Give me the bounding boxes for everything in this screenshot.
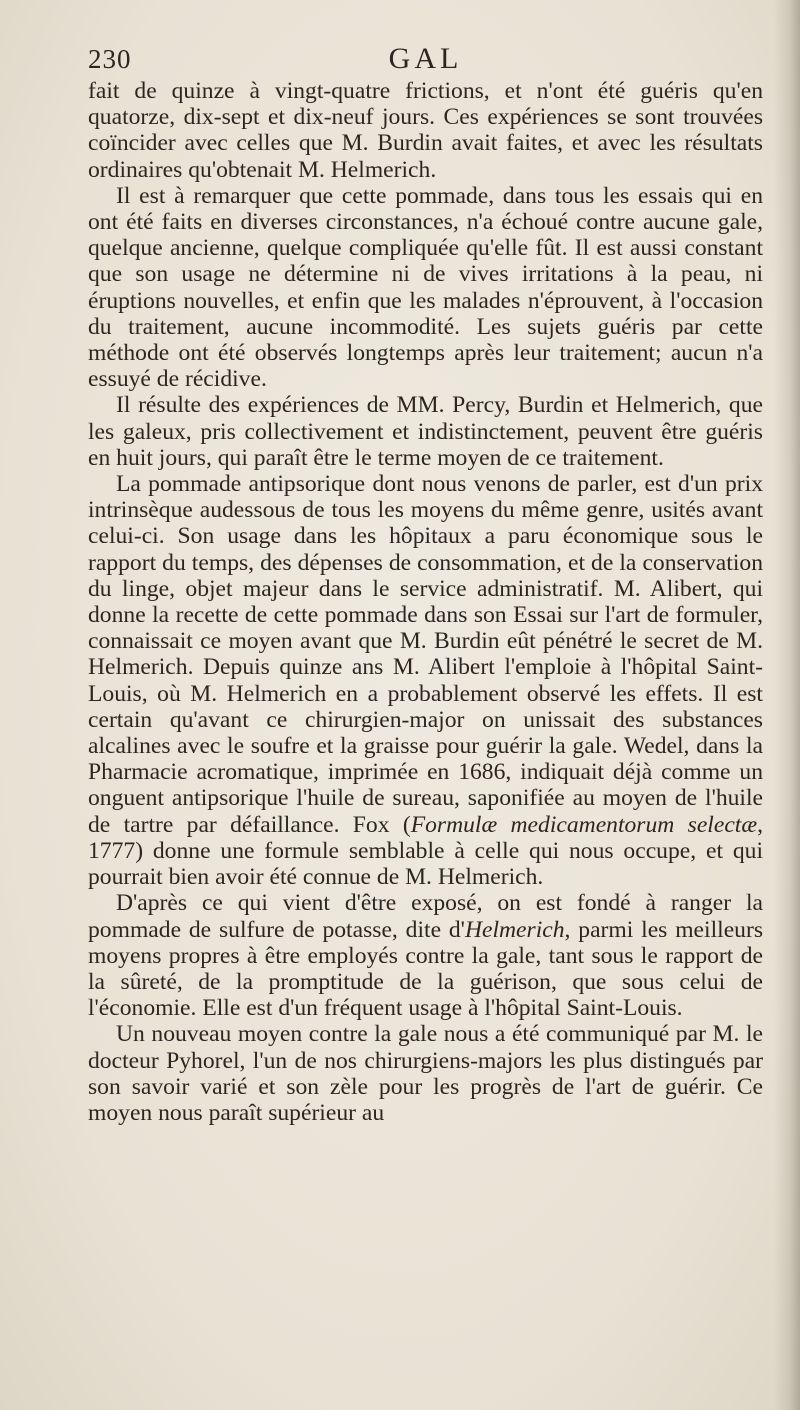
text-run: , 1777) donne une formule semblable à celle qui nous occupe, et qui pourrait bien avoir été connue de M. Helmerich. <box>88 811 763 891</box>
text-run: , parmi les meilleurs moyens propres à être employés contre la gale, tant sous le rapport de la sûreté, de la promptitude de la guérison, que sous celui de l'économie. Elle est d'un fréquent usage à l'hôpital Saint-Louis. <box>88 916 763 1022</box>
text-run: D'après ce qui vient d'être exposé, on est fondé à ranger la pommade de sulfure de potasse, dite d' <box>88 890 763 943</box>
text-run: fait de quinze à vingt-quatre frictions, et n'ont été guéris qu'en quatorze, dix-sept et dix-neuf jours. Ces expériences se sont trouvées coïncider avec celles que M. Burdin avait faites, et avec les résultats ordinaires qu'obtenait M. Helmerich. <box>88 78 763 183</box>
text-run: Il est à remarquer que cette pommade, dans tous les essais qui en ont été faits en diverses circonstances, n'a échoué contre aucune gale, quelque ancienne, quelque compliquée qu'elle fût. Il est aussi constant que son usage ne détermine ni de vives irritations à la peau, ni éruptions nouvelles, et enfin que les malades n'éprouvent, à l'occasion du traitement, aucune incommodité. Les sujets guéris par cette méthode ont été observés longtemps après leur traitement; aucun n'a essuyé de récidive. <box>88 182 763 393</box>
paragraph <box>88 78 763 183</box>
italic-text: Formulæ medicamentorum selectæ <box>410 811 758 838</box>
text-run: Un nouveau moyen contre la gale nous a été communiqué par M. le docteur Pyhorel, l'un de nos chirurgiens-majors les plus distingués par son savoir varié et son zèle pour les progrès de l'art de guérir. Ce moyen nous paraît supérieur au <box>88 1021 763 1126</box>
paragraph <box>88 183 763 393</box>
paragraph <box>88 392 763 471</box>
paragraph <box>88 471 763 890</box>
running-head: GAL <box>388 42 463 75</box>
body-text <box>88 78 763 1126</box>
page-header <box>88 42 763 82</box>
italic-text: Helmerich <box>464 916 565 943</box>
paragraph <box>88 1021 763 1126</box>
text-run: Il résulte des expériences de MM. Percy, Burdin et Helmerich, que les galeux, pris collectivement et indistinctement, peuvent être guéris en huit jours, qui paraît être le terme moyen de ce traitement. <box>88 392 763 471</box>
paragraph <box>88 890 763 1021</box>
text-run: La pommade antipsorique dont nous venons de parler, est d'un prix intrinsèque audessous de tous les moyens du même genre, usités avant celui-ci. Son usage dans les hôpitaux a paru économique sous le rapport du temps, des dépenses de consommation, et de la conservation du linge, objet majeur dans le service administratif. M. Alibert, qui donne la recette de cette pommade dans son Essai sur l'art de formuler, connaissait ce moyen avant que M. Burdin eût pénétré le secret de M. Helmerich. Depuis quinze ans M. Alibert l'emploie à l'hôpital Saint-Louis, où M. Helmerich en a probablement observé les effets. Il est certain qu'avant ce chirurgien-major on unissait des substances alcalines avec le soufre et la graisse pour guérir la gale. Wedel, dans la Pharmacie acromatique, imprimée en 1686, indiquait déjà comme un onguent antipsorique l'huile de sureau, saponifiée au moyen de l'huile de tartre par défaillance. Fox ( <box>88 471 763 838</box>
page-edge-shadow <box>774 0 800 1410</box>
page-number: 230 <box>88 44 132 74</box>
